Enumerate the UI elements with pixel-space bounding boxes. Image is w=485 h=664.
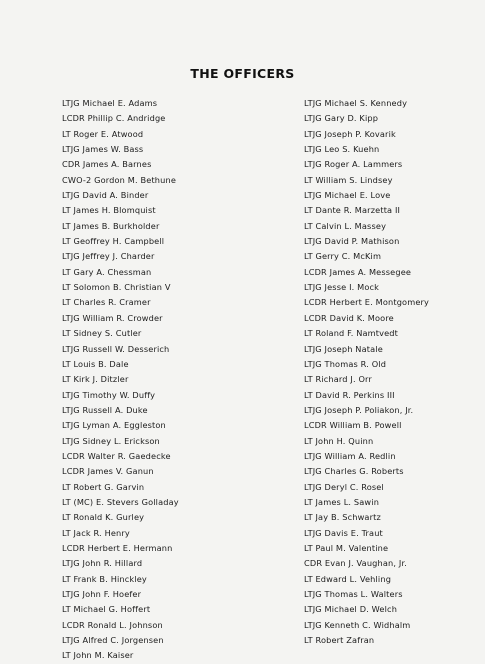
officer-name: LT Geoffrey H. Campbell bbox=[62, 236, 165, 247]
officer-name: LTJG Thomas R. Old bbox=[304, 358, 387, 369]
officer-name: LTJG John F. Hoefer bbox=[62, 589, 142, 599]
officer-name: LT James H. Blomquist bbox=[62, 205, 156, 216]
officer-name: LTJG Timothy W. Duffy bbox=[62, 389, 156, 400]
officer-name: LT Roger E. Atwood bbox=[62, 128, 144, 139]
officer-name: LT William S. Lindsey bbox=[304, 174, 393, 185]
officer-name: LTJG Gary D. Kipp bbox=[304, 113, 379, 124]
officer-name: LTJG Michael D. Welch bbox=[304, 604, 398, 615]
officer-name: LCDR Ronald L. Johnson bbox=[62, 619, 163, 630]
officer-name: LCDR William B. Powell bbox=[304, 420, 402, 431]
officer-name: LTJG Jeffrey J. Charder bbox=[62, 251, 155, 262]
officer-name: LTJG Joseph P. Poliakon, Jr. bbox=[304, 404, 414, 415]
officer-name: CDR James A. Barnes bbox=[62, 159, 152, 170]
officer-name: LTJG Davis E. Traut bbox=[304, 527, 383, 538]
officer-name: LT Roland F. Namtvedt bbox=[304, 328, 399, 339]
officer-name: LTJG Sidney L. Erickson bbox=[62, 435, 160, 446]
officer-name: LTJG David P. Mathison bbox=[304, 236, 400, 247]
officer-name: LT Dante R. Marzetta II bbox=[304, 205, 401, 216]
officer-name: LTJG Michael S. Kennedy bbox=[304, 98, 408, 108]
officer-name: LT Robert G. Garvin bbox=[62, 481, 145, 492]
officer-name: LTJG Michael E. Love bbox=[304, 190, 391, 201]
officer-name: LT Edward L. Vehling bbox=[304, 573, 392, 584]
officer-name: LT Gerry C. McKim bbox=[304, 251, 382, 262]
officer-name: LTJG Russell A. Duke bbox=[62, 404, 148, 415]
officer-name: LTJG James W. Bass bbox=[62, 144, 144, 155]
officer-name: LTJG John R. Hillard bbox=[62, 558, 143, 569]
officer-name: LT Kirk J. Ditzler bbox=[62, 374, 129, 385]
officer-name: LT Gary A. Chessman bbox=[62, 266, 152, 277]
officer-name: LTJG Russell W. Desserich bbox=[62, 343, 170, 354]
officer-name: LT Solomon B. Christian V bbox=[62, 282, 171, 293]
officer-name: LTJG Leo S. Kuehn bbox=[304, 144, 380, 155]
officer-name: LT Louis B. Dale bbox=[62, 358, 129, 369]
officer-name: LT John H. Quinn bbox=[304, 435, 374, 446]
officer-name: LTJG Kenneth C. Widhalm bbox=[304, 619, 411, 630]
officer-name: LT Paul M. Valentine bbox=[304, 542, 389, 553]
officer-name: LT Ronald K. Gurley bbox=[62, 512, 145, 523]
officer-name: CWO-2 Gordon M. Bethune bbox=[62, 174, 177, 185]
officer-name: LCDR Walter R. Gaedecke bbox=[62, 450, 171, 461]
officer-name: LTJG William A. Redlin bbox=[304, 450, 396, 461]
officer-name: LT Robert Zafran bbox=[304, 635, 375, 646]
officer-name: LTJG Joseph Natale bbox=[304, 343, 383, 354]
officer-name: LT Sidney S. Cutler bbox=[62, 328, 142, 339]
officer-name: LT Frank B. Hinckley bbox=[62, 573, 147, 584]
officer-list-right bbox=[304, 96, 429, 648]
page-title: THE OFFICERS bbox=[190, 66, 295, 81]
officer-name: LCDR Herbert E. Montgomery bbox=[304, 297, 430, 308]
officer-name: LTJG Thomas L. Walters bbox=[304, 589, 403, 599]
officer-name: LTJG William R. Crowder bbox=[62, 312, 163, 323]
officer-name: LTJG David A. Binder bbox=[62, 190, 149, 201]
officer-name: LTJG Lyman A. Eggleston bbox=[62, 420, 166, 431]
officer-name: LCDR David K. Moore bbox=[304, 312, 394, 323]
officer-name: LTJG Charles G. Roberts bbox=[304, 466, 404, 477]
officer-name: LCDR James V. Ganun bbox=[62, 466, 154, 477]
officer-name: LT James L. Sawin bbox=[304, 496, 380, 507]
officer-name: LTJG Roger A. Lammers bbox=[304, 159, 403, 170]
officer-name: LT Calvin L. Massey bbox=[304, 220, 387, 231]
officer-name: LT (MC) E. Stevers Golladay bbox=[62, 496, 179, 507]
officer-name: LTJG Alfred C. Jorgensen bbox=[62, 635, 164, 646]
officer-name: LT Charles R. Cramer bbox=[62, 297, 151, 308]
officer-name: LTJG Deryl C. Rosel bbox=[304, 481, 384, 492]
officer-list-left bbox=[62, 96, 179, 664]
officer-name: LT James B. Burkholder bbox=[62, 220, 160, 231]
officer-name: LT David R. Perkins III bbox=[304, 389, 395, 400]
officer-name: LT Richard J. Orr bbox=[304, 374, 372, 385]
officer-name: LCDR James A. Messegee bbox=[304, 266, 412, 277]
officer-name: LT Michael G. Hoffert bbox=[62, 604, 151, 615]
officer-name: LCDR Herbert E. Hermann bbox=[62, 542, 173, 553]
officer-name: LT John M. Kaiser bbox=[62, 650, 134, 661]
officer-name: LTJG Jesse I. Mock bbox=[304, 282, 380, 293]
officer-name: CDR Evan J. Vaughan, Jr. bbox=[304, 558, 407, 569]
officer-name: LT Jay B. Schwartz bbox=[304, 512, 381, 523]
officer-name: LTJG Michael E. Adams bbox=[62, 98, 158, 108]
officer-name: LTJG Joseph P. Kovarik bbox=[304, 128, 396, 139]
officer-name: LCDR Phillip C. Andridge bbox=[62, 113, 166, 124]
officer-name: LT Jack R. Henry bbox=[62, 527, 130, 538]
